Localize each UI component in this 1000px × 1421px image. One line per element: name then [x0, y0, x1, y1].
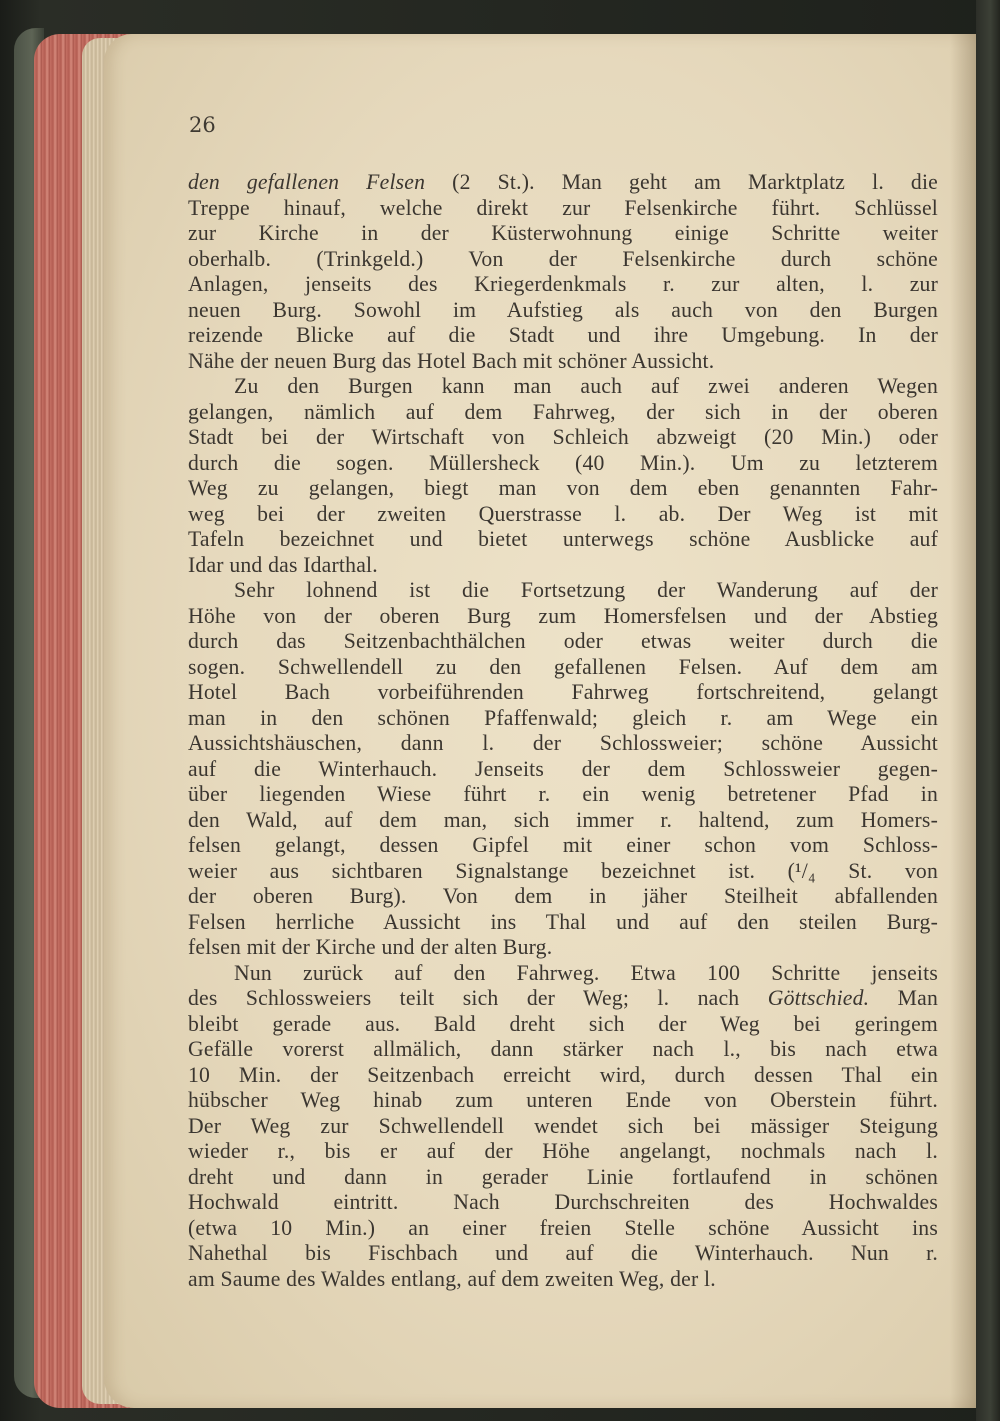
paragraph [188, 374, 938, 578]
text-line [188, 553, 938, 579]
text-line [188, 680, 938, 706]
line-text: des Schlossweiers teilt sich der Weg; l. nach [188, 986, 768, 1010]
text-line [188, 1139, 938, 1165]
line-text: Zu den Burgen kann man auch auf zwei anderen Wegen [234, 374, 938, 398]
line-text: weier aus sichtbaren Signalstange bezeichnet ist. (¹/₄ St. von [188, 858, 938, 883]
text-line [188, 629, 938, 655]
text-line [188, 502, 938, 528]
line-text: Stadt bei der Wirtschaft von Schleich abzweigt (20 Min.) oder [188, 425, 938, 449]
text-line [188, 400, 938, 426]
line-text: Treppe hinauf, welche direkt zur Felsenkirche führt. Schlüssel [188, 195, 938, 220]
line-text: Der Weg zur Schwellendell wendet sich bei mässiger Steigung [188, 1113, 938, 1138]
text-line [188, 451, 938, 477]
line-text: Sehr lohnend ist die Fortsetzung der Wanderung auf der [234, 578, 938, 602]
paragraph [188, 961, 938, 1293]
text-line [188, 1063, 938, 1089]
line-text: hübscher Weg hinab zum unteren Ende von Oberstein führt. [188, 1088, 938, 1112]
text-line [188, 1190, 938, 1216]
text-line [188, 425, 938, 451]
line-text: Hotel Bach vorbeiführenden Fahrweg fortschreitend, gelangt [188, 680, 938, 704]
line-text: neuen Burg. Sowohl im Aufstieg als auch von den Burgen [188, 297, 938, 322]
line-text: am Saume des Waldes entlang, auf dem zweiten Weg, der l. [188, 1266, 716, 1291]
line-text: bleibt gerade aus. Bald dreht sich der Weg bei geringem [188, 1011, 938, 1036]
text-line [188, 196, 938, 222]
text-line [188, 910, 938, 936]
line-text-tail: Man [869, 986, 938, 1010]
text-line [188, 247, 938, 273]
line-text: felsen gelangt, dessen Gipfel mit einer schon vom Schloss- [188, 833, 938, 857]
line-text: auf die Winterhauch. Jenseits der dem Schlossweier gegen- [188, 756, 938, 781]
text-line [188, 782, 938, 808]
line-text: Nahethal bis Fischbach und auf die Winterhauch. Nun r. [188, 1241, 938, 1265]
paragraph-container [188, 170, 938, 1292]
text-line [188, 1165, 938, 1191]
text-line [188, 578, 938, 604]
text-line [188, 731, 938, 757]
line-text: man in den schönen Pfaffenwald; gleich r. am Wege ein [188, 705, 938, 730]
line-text: wieder r., bis er auf der Höhe angelangt, nochmals nach l. [188, 1139, 938, 1163]
line-text: dreht und dann in gerader Linie fortlaufend in schönen [188, 1164, 938, 1189]
text-line [188, 833, 938, 859]
text-line [188, 374, 938, 400]
line-text: Gefälle vorerst allmälich, dann stärker nach l., bis nach etwa [188, 1037, 938, 1061]
text-line [188, 1216, 938, 1242]
text-line [188, 170, 938, 196]
line-text: Aussichtshäuschen, dann l. der Schlossweier; schöne Aussicht [188, 731, 938, 755]
paragraph [188, 578, 938, 961]
text-line [188, 323, 938, 349]
text-line [188, 935, 938, 961]
line-text: oberhalb. (Trinkgeld.) Von der Felsenkirche durch schöne [188, 246, 938, 271]
line-text: Nun zurück auf den Fahrweg. Etwa 100 Schritte jenseits [234, 960, 938, 985]
line-text: Weg zu gelangen, biegt man von dem eben genannten Fahr- [188, 476, 938, 500]
text-line [188, 476, 938, 502]
text-line [188, 1012, 938, 1038]
line-text: (2 St.). Man geht am Marktplatz l. die [425, 170, 938, 194]
text-line [188, 298, 938, 324]
text-line [188, 604, 938, 630]
line-text: Tafeln bezeichnet und bietet unterwegs schöne Ausblicke auf [188, 527, 938, 551]
text-line [188, 706, 938, 732]
text-line [188, 1114, 938, 1140]
line-text: über liegenden Wiese führt r. ein wenig betretener Pfad in [188, 782, 938, 806]
line-text: Nähe der neuen Burg das Hotel Bach mit schöner Aussicht. [188, 348, 715, 373]
text-line [188, 757, 938, 783]
text-line [188, 884, 938, 910]
line-text: den Wald, auf dem man, sich immer r. haltend, zum Homers- [188, 807, 938, 832]
text-line [188, 859, 938, 885]
line-text: weg bei der zweiten Querstrasse l. ab. Der Weg ist mit [188, 501, 938, 526]
text-line [188, 221, 938, 247]
line-text: der oberen Burg). Von dem in jäher Steilheit abfallenden [188, 884, 938, 908]
line-text: durch die sogen. Müllersheck (40 Min.). Um zu letzterem [188, 450, 938, 475]
book-cover-right-edge [976, 0, 1000, 1421]
page-number: 26 [189, 113, 216, 137]
line-text: reizende Blicke auf die Stadt und ihre Umgebung. In der [188, 323, 938, 347]
line-text: gelangen, nämlich auf dem Fahrweg, der sich in der oberen [188, 399, 938, 424]
text-line [188, 527, 938, 553]
text-line [188, 808, 938, 834]
text-line [188, 349, 938, 375]
line-text: sogen. Schwellendell zu den gefallenen Felsen. Auf dem am [188, 654, 938, 679]
text-line [188, 1088, 938, 1114]
line-text: Hochwald eintritt. Nach Durchschreiten des Hochwaldes [188, 1190, 938, 1214]
line-text: Höhe von der oberen Burg zum Homersfelsen und der Abstieg [188, 603, 938, 628]
text-line [188, 986, 938, 1012]
text-line [188, 272, 938, 298]
line-text: Anlagen, jenseits des Kriegerdenkmals r. zur alten, l. zur [188, 272, 938, 296]
paragraph [188, 170, 938, 374]
italic-phrase: den gefallenen Felsen [188, 170, 426, 194]
line-text: Felsen herrliche Aussicht ins Thal und auf den steilen Burg- [188, 909, 938, 934]
line-text: Idar und das Idarthal. [188, 552, 378, 577]
line-text: durch das Seitzenbachthälchen oder etwas weiter durch die [188, 629, 938, 653]
text-line [188, 1241, 938, 1267]
page-gutter-shadow [950, 34, 976, 1408]
text-line [188, 1267, 938, 1293]
line-text: zur Kirche in der Küsterwohnung einige Schritte weiter [188, 221, 938, 245]
text-line [188, 1037, 938, 1063]
italic-place-name: Göttschied. [767, 986, 870, 1010]
line-text: felsen mit der Kirche und der alten Burg. [188, 935, 553, 959]
text-line [188, 655, 938, 681]
line-text: (etwa 10 Min.) an einer freien Stelle schöne Aussicht ins [188, 1215, 938, 1240]
line-text: 10 Min. der Seitzenbach erreicht wird, durch dessen Thal ein [188, 1062, 938, 1087]
page-body [188, 170, 938, 1292]
text-line [188, 961, 938, 987]
